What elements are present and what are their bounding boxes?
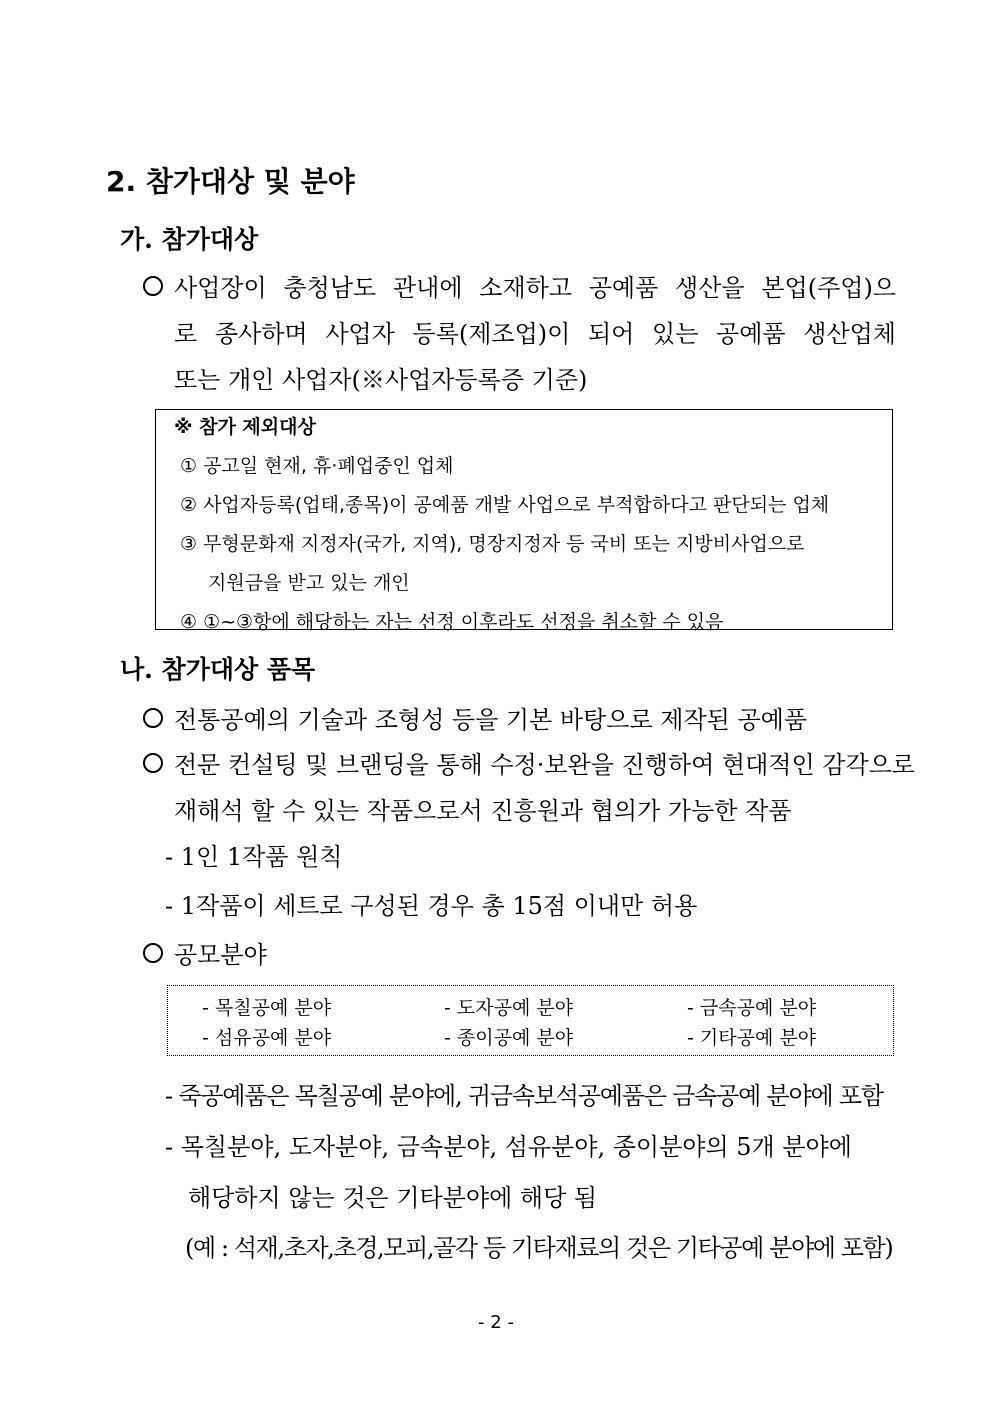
part-b-bullet-2-line-1: 전문 컨설팅 및 브랜딩을 통해 수정·보완을 진행하여 현대적인 감각으로 bbox=[174, 751, 915, 779]
bullet-circle-icon bbox=[143, 708, 163, 728]
exclusion-box-title: ※ 참가 제외대상 bbox=[174, 416, 316, 438]
note-2-line-3: (예 : 석재,초자,초경,모피,골각 등 기타재료의 것은 기타공예 분야에 포함) bbox=[185, 1234, 893, 1262]
bullet-circle-icon bbox=[143, 753, 163, 773]
rule-set-limit: - 1작품이 세트로 구성된 경우 총 15점 이내만 허용 bbox=[165, 892, 698, 920]
field-item: - 금속공예 분야 bbox=[687, 997, 817, 1019]
exclusion-item-2: ② 사업자등록(업태,종목)이 공예품 개발 사업으로 부적합하다고 판단되는 업체 bbox=[180, 494, 830, 516]
field-item: - 도자공예 분야 bbox=[444, 997, 574, 1019]
exclusion-item-1: ① 공고일 현재, 휴·폐업중인 업체 bbox=[180, 455, 454, 477]
part-b-bullet-3: 공모분야 bbox=[174, 941, 267, 969]
section-title: 2. 참가대상 및 분야 bbox=[106, 165, 355, 198]
bullet-circle-icon bbox=[143, 276, 163, 296]
rule-one-item: - 1인 1작품 원칙 bbox=[165, 843, 343, 871]
field-item: - 종이공예 분야 bbox=[444, 1027, 574, 1049]
field-item: - 목칠공예 분야 bbox=[202, 997, 332, 1019]
exclusion-item-3-cont: 지원금을 받고 있는 개인 bbox=[208, 572, 410, 594]
note-2-line-2: 해당하지 않는 것은 기타분야에 해당 됨 bbox=[188, 1184, 598, 1212]
part-a-para-line-2: 로 종사하며 사업자 등록(제조업)이 되어 있는 공예품 생산업체 bbox=[174, 320, 896, 348]
part-b-heading: 나. 참가대상 품목 bbox=[120, 655, 316, 684]
part-b-bullet-2-line-2: 재해석 할 수 있는 작품으로서 진흥원과 협의가 가능한 작품 bbox=[174, 797, 792, 825]
note-1: - 죽공예품은 목칠공예 분야에, 귀금속보석공예품은 금속공예 분야에 포함 bbox=[165, 1082, 883, 1110]
part-b-bullet-1: 전통공예의 기술과 조형성 등을 기본 바탕으로 제작된 공예품 bbox=[174, 706, 808, 734]
part-a-para-line-1: 사업장이 충청남도 관내에 소재하고 공예품 생산을 본업(주업)으 bbox=[174, 274, 896, 302]
part-a-para-line-3: 또는 개인 사업자(※사업자등록증 기준) bbox=[174, 366, 588, 394]
page-number: - 2 - bbox=[478, 1312, 514, 1333]
field-item: - 기타공예 분야 bbox=[687, 1027, 817, 1049]
note-2-line-1: - 목칠분야, 도자분야, 금속분야, 섬유분야, 종이분야의 5개 분야에 bbox=[165, 1133, 852, 1161]
bullet-circle-icon bbox=[143, 943, 163, 963]
exclusion-box bbox=[155, 409, 893, 630]
exclusion-item-3: ③ 무형문화재 지정자(국가, 지역), 명장지정자 등 국비 또는 지방비사업으로 bbox=[180, 533, 805, 555]
exclusion-item-4: ④ ①~③항에 해당하는 자는 선정 이후라도 선정을 취소할 수 있음 bbox=[180, 611, 724, 633]
part-a-heading: 가. 참가대상 bbox=[120, 225, 259, 254]
field-item: - 섬유공예 분야 bbox=[202, 1027, 332, 1049]
